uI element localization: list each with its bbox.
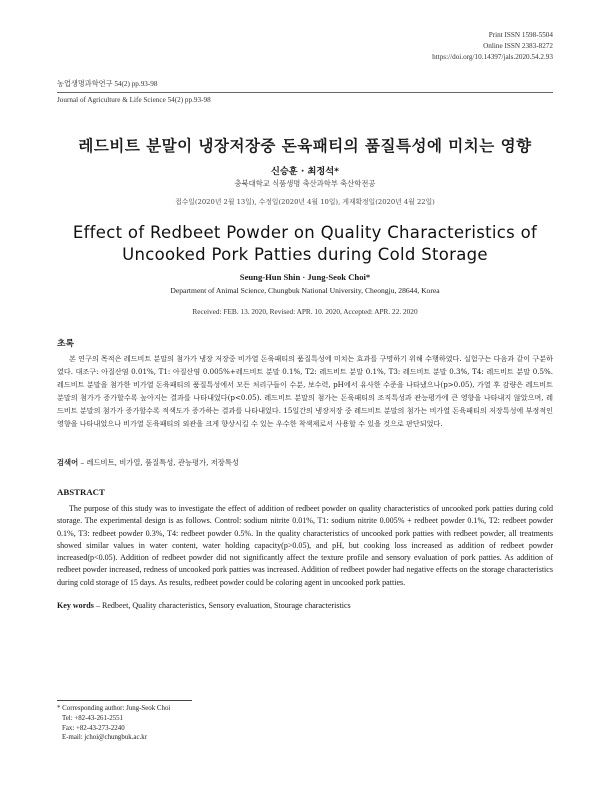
- authors-english: Seung-Hun Shin · Jung-Seok Choi*: [239, 272, 371, 282]
- keywords-en-label: Key words: [57, 601, 94, 610]
- print-issn: Print ISSN 1598-5504: [488, 31, 553, 39]
- abstract-en-heading: ABSTRACT: [57, 487, 105, 497]
- title-english: [57, 222, 553, 266]
- journal-citation-en: Journal of Agriculture & Life Science 54(2) pp.93-98: [57, 96, 211, 104]
- abstract-ko-text: 본 연구의 목적은 레드비트 분말의 첨가가 냉장 저장중 비가열 돈육패티의 품질특성에 미치는 효과를 구명하기 위해 수행하였다. 실험구는 다음과 같이 구분하였다. 대조구: 아질산염 0.01%, T1: 아질산염 0.005%+레드비트 분말 0.1%, T2: 레드비트 분말 0.1%, T3: 레드비트 분말 0.3%, T4: 레드비트 분말 0.5%. 레드비트 분말을 첨가한 비가열 돈육패티의 품질특성에서 모든 처리구들이 수분, 보수력, pH에서 유사한 수준을 나타냈으나(p>0.05), 가열 후 감량은 레드비트 분말의 첨가가 증가할수록 높아지는 결과를 나타내었다(p<0.05). 레드비트 분말의 첨가는 돈육패티의 조직특성과 관능평가에 큰 영향을 나타내지 않았으며, 레드비트 분말의 첨가가 증가할수록 적색도가 증가하는 결과를 나타내었다. 15일간의 냉장저장 중 레드비트 분말의 첨가는 비가열 돈육패티의 저장특성에 부정적인 영향을 나타내었으나 비가열 돈육패티의 외관을 크게 향상시킬 수 있는 우수한 착색제로서 사용할 수 있을 것으로 판단되었다.: [57, 354, 553, 429]
- journal-citation-ko: 농업생명과학연구 54(2) pp.93-98: [57, 80, 158, 88]
- footnote-tel: Tel: +82-43-261-2551: [62, 714, 124, 722]
- dates-korean: 접수일(2020년 2월 13일), 수정일(2020년 4월 10일), 게재확정일(2020년 4월 22일): [175, 198, 435, 206]
- authors-korean: 신승훈 · 최정석*: [271, 166, 339, 177]
- footnote-divider: [57, 700, 192, 701]
- keywords-ko-values: 레드비트, 비가열, 품질특성, 관능평가, 저장특성: [86, 458, 239, 467]
- keywords-ko-sep: –: [80, 458, 87, 467]
- affiliation-english: Department of Animal Science, Chungbuk National University, Cheongju, 28644, Korea: [170, 286, 440, 295]
- header-divider: [57, 92, 553, 93]
- issn-doi-block: [432, 30, 553, 63]
- keywords-ko: [57, 458, 553, 468]
- affiliation-korean: 충북대학교 식품생명 축산과학부 축산학전공: [234, 179, 376, 188]
- footnote-fax: Fax: +82-43-273-2240: [62, 724, 125, 732]
- keywords-en-values: Redbeet, Quality characteristics, Sensory evaluation, Stourage characteristics: [101, 601, 351, 610]
- title-english-line2: Uncooked Pork Patties during Cold Storage: [122, 245, 488, 264]
- keywords-ko-label: 검색어: [57, 458, 79, 467]
- title-korean: 레드비트 분말이 냉장저장중 돈육패티의 품질특성에 미치는 영향: [78, 137, 532, 155]
- footnote-email[interactable]: E-mail: jchoi@chungbuk.ac.kr: [62, 734, 147, 742]
- dates-english: Received: FEB. 13. 2020, Revised: APR. 10. 2020, Accepted: APR. 22. 2020: [192, 307, 418, 316]
- keywords-en-sep: –: [95, 601, 102, 610]
- footnote-author: * Corresponding author: Jung-Seok Choi: [57, 705, 171, 712]
- doi-link[interactable]: https://doi.org/10.14397/jals.2020.54.2.93: [432, 53, 553, 61]
- corresponding-author-footnote: [57, 704, 170, 743]
- online-issn: Online ISSN 2383-8272: [483, 42, 553, 50]
- abstract-ko-heading: 초록: [57, 339, 74, 349]
- keywords-en: [57, 601, 553, 610]
- abstract-en-text: The purpose of this study was to investigate the effect of addition of redbeet powder on quality characteristics of uncooked pork patties during cold storage. The experimental design is as follows. Control: sodium nitrite 0.01%, T1: sodium nitrite 0.005% + redbeet powder 0.1%, T2: redbeet powder 0.1%, T3: redbeet powder 0.3%, T4: redbeet powder 0.5%. In the quality characteristics of uncooked pork patties with redbeet powder, all treatments showed similar values in water content, water holding capacity(p>0.05), and pH, but cooking loss increased as addition of redbeet powder increased(p<0.05). Addition of redbeet powder did not significantly affect the texture profile and sensory evaluation of pork patties. As addition of redbeet powder increased, redness of uncooked pork patties was increased. Addition of redbeet powder had negative effects on the storage characteristics during cold storage of 15 days. As results, redbeet powder could be coloring agent in uncooked pork patties.: [57, 504, 553, 587]
- title-english-line1: Effect of Redbeet Powder on Quality Characteristics of: [72, 223, 538, 242]
